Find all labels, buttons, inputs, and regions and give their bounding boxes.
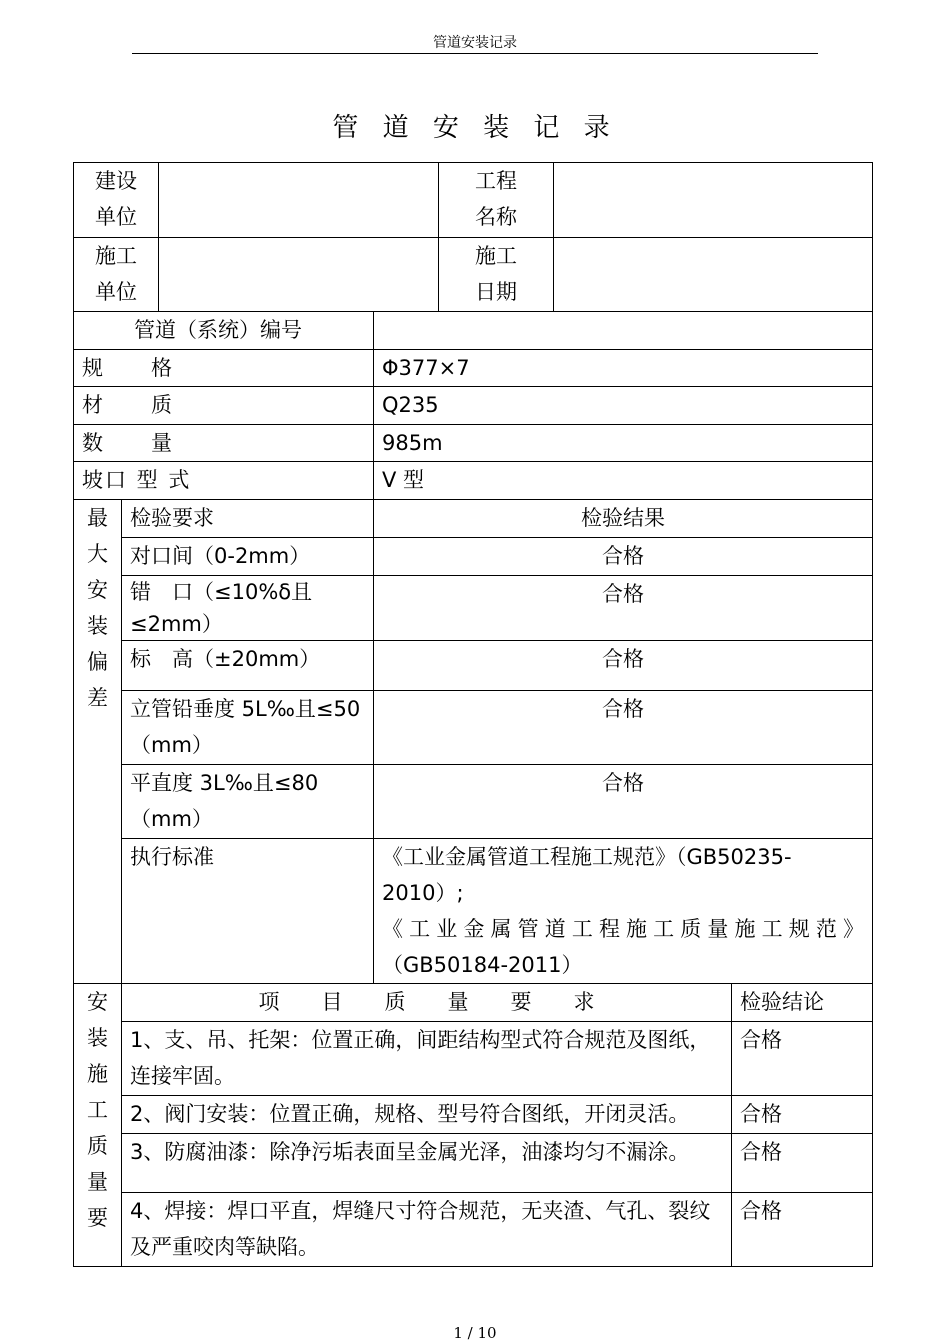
- info-row-build: [74, 163, 873, 238]
- quality-row: [74, 1134, 873, 1193]
- spec-row-bevel: [74, 462, 873, 500]
- quantity-label: 数 量: [74, 425, 374, 462]
- build-unit-label-1: 建设: [95, 169, 137, 193]
- result-header: 检验结果: [374, 500, 873, 538]
- std-value: [374, 839, 873, 984]
- quality-result[interactable]: 合格: [732, 1193, 873, 1267]
- construct-date-value[interactable]: [554, 238, 873, 312]
- pipe-no-value[interactable]: [374, 312, 873, 350]
- construct-unit-label: [74, 238, 159, 312]
- project-name-value[interactable]: [554, 163, 873, 238]
- quality-result[interactable]: 合格: [732, 1096, 873, 1134]
- quality-side-label: [74, 984, 122, 1267]
- spec-row-quantity: [74, 425, 873, 462]
- deviation-side-char: 安: [87, 578, 108, 602]
- quality-side-char: 要: [87, 1206, 108, 1230]
- construct-unit-label-2: 单位: [95, 280, 137, 304]
- project-name-label: [439, 163, 554, 238]
- deviation-row: [74, 576, 873, 641]
- construct-unit-label-1: 施工: [95, 244, 137, 268]
- quality-item: 4、焊接：焊口平直，焊缝尺寸符合规范，无夹渣、气孔、裂纹及严重咬肉等缺陷。: [122, 1193, 732, 1267]
- std-label: 执行标准: [122, 839, 374, 984]
- deviation-result[interactable]: 合格: [374, 641, 873, 691]
- deviation-header-row: [74, 500, 873, 538]
- req-header: 检验要求: [122, 500, 374, 538]
- material-label: 材 质: [74, 387, 374, 425]
- quality-row: [74, 1096, 873, 1134]
- bevel-label: 坡口 型 式: [74, 462, 374, 500]
- build-unit-value[interactable]: [159, 163, 439, 238]
- quality-result[interactable]: 合格: [732, 1022, 873, 1096]
- deviation-row: [74, 765, 873, 839]
- construct-unit-value[interactable]: [159, 238, 439, 312]
- page-number: 1 / 10: [453, 1324, 497, 1342]
- deviation-side-char: 装: [87, 614, 108, 638]
- quality-side-char: 装: [87, 1026, 108, 1050]
- deviation-side-char: 偏: [87, 650, 108, 674]
- construct-date-label: [439, 238, 554, 312]
- running-header: 管道安装记录: [132, 33, 818, 54]
- quality-row: [74, 1022, 873, 1096]
- bevel-value[interactable]: V 型: [374, 462, 873, 500]
- construct-date-label-2: 日期: [475, 280, 517, 304]
- deviation-side-char: 大: [87, 542, 108, 566]
- pipe-no-label: 管道（系统）编号: [74, 312, 374, 350]
- quality-item-header: 项 目 质 量 要 求: [122, 984, 732, 1022]
- deviation-result[interactable]: 合格: [374, 691, 873, 765]
- installation-record-table: [73, 162, 873, 1267]
- spec-row-material: [74, 387, 873, 425]
- deviation-side-char: 差: [87, 686, 108, 710]
- deviation-row: [74, 538, 873, 576]
- deviation-result[interactable]: 合格: [374, 576, 873, 641]
- quality-item: 3、防腐油漆：除净污垢表面呈金属光泽，油漆均匀不漏涂。: [122, 1134, 732, 1193]
- document-title: 管 道 安 装 记 录: [332, 113, 618, 143]
- construct-date-label-1: 施工: [475, 244, 517, 268]
- deviation-req: 错 口（≤10%δ且≤2mm）: [122, 576, 374, 641]
- spec-row-pipe-no: [74, 312, 873, 350]
- deviation-row: [74, 691, 873, 765]
- quality-result[interactable]: 合格: [732, 1134, 873, 1193]
- quality-row: [74, 1193, 873, 1267]
- deviation-result[interactable]: 合格: [374, 538, 873, 576]
- deviation-row: [74, 641, 873, 691]
- deviation-req: 标 高（±20mm）: [122, 641, 374, 691]
- deviation-side-label: [74, 500, 122, 984]
- std-line: 《工业金属管道工程施工规范》（GB50235-2010）;: [382, 845, 792, 905]
- deviation-req: 平直度 3L‰且≤80（mm）: [122, 765, 374, 839]
- info-row-construct: [74, 238, 873, 312]
- quality-side-char: 量: [87, 1170, 108, 1194]
- deviation-req: 立管铅垂度 5L‰且≤50（mm）: [122, 691, 374, 765]
- deviation-result[interactable]: 合格: [374, 765, 873, 839]
- deviation-req: 对口间（0-2mm）: [122, 538, 374, 576]
- std-line: （GB50184-2011）: [382, 953, 583, 977]
- quality-side-char: 安: [87, 990, 108, 1014]
- quality-item: 1、支、吊、托架：位置正确，间距结构型式符合规范及图纸，连接牢固。: [122, 1022, 732, 1096]
- build-unit-label: [74, 163, 159, 238]
- quality-side-char: 工: [87, 1098, 108, 1122]
- spec-label: 规 格: [74, 350, 374, 387]
- standard-row: [74, 839, 873, 984]
- spec-row-spec: [74, 350, 873, 387]
- project-name-label-2: 名称: [475, 205, 517, 229]
- quality-conclusion-header: 检验结论: [732, 984, 873, 1022]
- quality-side-char: 质: [87, 1134, 108, 1158]
- spec-value[interactable]: Φ377×7: [374, 350, 873, 387]
- quality-header-row: [74, 984, 873, 1022]
- quantity-value[interactable]: 985m: [374, 425, 873, 462]
- quality-item: 2、阀门安装：位置正确，规格、型号符合图纸，开闭灵活。: [122, 1096, 732, 1134]
- project-name-label-1: 工程: [475, 169, 517, 193]
- std-line: 《工业金属管道工程施工质量施工规范》: [382, 917, 864, 941]
- material-value[interactable]: Q235: [374, 387, 873, 425]
- deviation-side-char: 最: [87, 506, 108, 530]
- build-unit-label-2: 单位: [95, 205, 137, 229]
- quality-side-char: 施: [87, 1062, 108, 1086]
